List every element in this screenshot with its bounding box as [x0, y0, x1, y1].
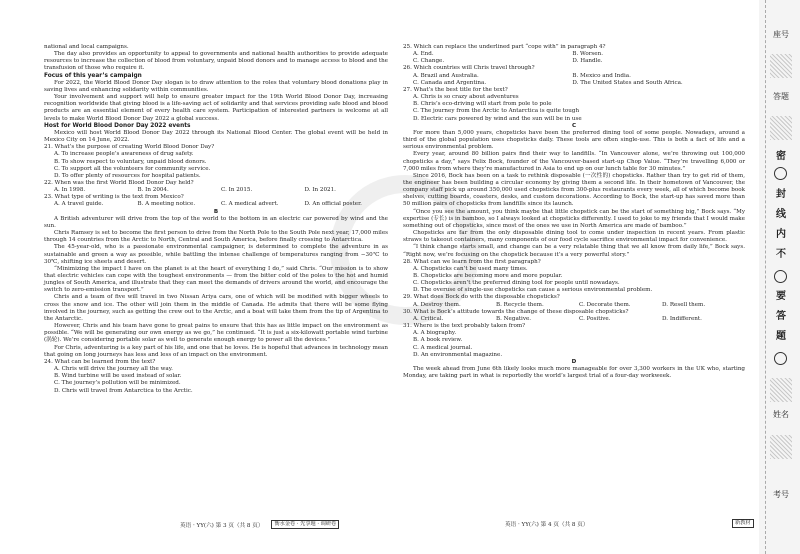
seal-char: 内 — [776, 229, 786, 240]
question-22: 22. When was the first World Blood Donor Day held? — [44, 179, 194, 186]
question-27: 27. What’s the best title for the text? — [403, 86, 508, 93]
seal-char: 题 — [776, 331, 786, 342]
options-row — [403, 302, 745, 309]
paragraph: Chris and a team of five will travel in two Nissan Ariya cars, one of which will be modified with bigger wheels to cross the snow and ice. The other will join them in the middle of Canada. He admits that there will be some flying involved in the journey, such as getting the crew out to the Arctic, and a boat will take them from the tip of Argentina to the Antarctic. — [44, 294, 388, 322]
right-footer — [505, 520, 588, 528]
paragraph: Your involvement and support will help to ensure greater impact for the 19th World Blood Donor Day, increasing recognition worldwide that giving blood is a life-saving act of solidarity and that services providing safe blood and blood products are an essential element of every health care system. Participation of interested partners is welcome at all levels to make World Blood Donor Day 2022 a global success. — [44, 94, 388, 122]
section-c-label: C — [571, 122, 577, 129]
option: D. To offer plenty of resources for hospital patients. — [54, 172, 201, 179]
option: A. Critical. — [413, 315, 444, 322]
paragraph: “Once you see the amount, you think maybe that little chopstick can be the start of something big,” Bock says. “My expertise (专长) is in bamboo, so I always looked at chopsticks differently. I used to joke to my friends that I would make something out of chopsticks, since most of the ones we use in North America are made of bamboo.” — [403, 208, 745, 229]
paragraph: The 45-year-old, who is a passionate environmental campaigner, is determined to complete the adventure in as sustainable and green a way as possible, while battling the intense challenge of temperatures ranging from −30℃ to 30℃, shifting ice sheets and desert. — [44, 244, 388, 265]
binding-hole-icon — [774, 352, 787, 365]
answer-label: 答题 — [773, 92, 789, 101]
option: D. An official poster. — [304, 201, 362, 208]
option: D. Handle. — [572, 58, 603, 65]
option: D. Chris will travel from Antarctica to the Arctic. — [54, 387, 193, 394]
options-row — [44, 201, 388, 208]
hatch-box — [770, 378, 792, 402]
option: B. In 2004. — [137, 187, 169, 194]
option: C. Decorate them. — [579, 301, 631, 308]
option: B. Chopsticks are becoming more and more popular. — [413, 273, 563, 279]
option: A. To increase people’s awareness of drug safety. — [54, 151, 194, 158]
intro-paragraph: The day also provides an opportunity to appeal to governments and national health authorities to provide adequate resources to increase the collection of blood from voluntary, unpaid blood donors and to manage access to blood and the transfusion of those who require it. — [44, 51, 388, 72]
options-row — [44, 187, 388, 194]
binding-hole-icon — [774, 270, 787, 283]
question-31: 31. Where is the text probably taken from? — [403, 323, 526, 330]
option: D. Electric cars powered by wind and the sun will be in use — [413, 115, 582, 122]
seal-char: 封 — [776, 189, 786, 200]
paragraph: However, Chris and his team have gone to great pains to ensure that this has as little impact on the environment as possible. “We will be generating our own energy as we go,” he continued. “It is just a six-kilowatt portable wind turbine (涡轮). We’re considering portable solar as well to generate enough energy to power all the devices.” — [44, 323, 388, 344]
paragraph: Since 2016, Bock has been on a task to rethink disposable (一次性的) chopsticks. Rather than try to get rid of them, the engineer has been building a circular economy by giving them a second life. In their hometown of Vancouver, the company staff pick up around 350,000 used chopsticks from 300-plus restaurants every week, all of which become book shelves, cutting boards, coasters, desks, and custom decorations. According to Bock, the start-up has saved more than 50 million pairs of chopsticks from landfills since its launch. — [403, 172, 745, 208]
paragraph: The week ahead from June 6th likely looks much more manageable for over 3,300 workers in the UK who, starting Monday, are taking part in what is reportedly the world’s largest trial of a four-day workweek. — [403, 366, 745, 380]
option: D. In 2021. — [304, 187, 336, 194]
option: A. Chris is so crazy about adventures — [413, 94, 519, 101]
option: A. Chopsticks can’t be used many times. — [413, 265, 528, 272]
seal-char: 答 — [776, 311, 786, 322]
left-column — [44, 44, 388, 395]
seal-char: 要 — [776, 291, 786, 302]
question-21: 21. What’s the purpose of creating World Blood Donor Day? — [44, 144, 215, 151]
question-23: 23. What type of writing is the text from Mexico? — [44, 194, 184, 201]
option: A. End. — [413, 51, 434, 58]
option: C. Canada and Argentina. — [413, 79, 487, 86]
option: C. Chopsticks aren’t the preferred dining tool for people until nowadays. — [413, 280, 620, 287]
question-29: 29. What does Bock do with the disposable chopsticks? — [403, 294, 560, 301]
option: C. Positive. — [579, 315, 611, 322]
option: A. In 1998. — [54, 187, 86, 194]
section-b-label: B — [213, 208, 219, 215]
options-row — [403, 73, 745, 80]
heading-campaign-focus: Focus of this year’s campaign — [44, 72, 142, 79]
option: A. Brazil and Australia. — [413, 72, 479, 79]
option: C. The journey’s pollution will be minimized. — [54, 380, 181, 387]
option: B. A book review. — [413, 337, 463, 344]
seal-char: 线 — [776, 209, 786, 220]
options-row — [403, 58, 745, 65]
option: C. In 2015. — [221, 187, 253, 194]
option: B. Negative. — [496, 315, 532, 322]
option: D. The overuse of single-use chopsticks can cause a serious environmental problem. — [413, 287, 653, 294]
hatch-box — [770, 116, 792, 140]
option: C. To support all the volunteers for community service. — [54, 165, 211, 172]
option: B. Recycle them. — [496, 301, 544, 308]
option: B. To show respect to voluntary, unpaid blood donors. — [54, 158, 207, 165]
paragraph: “I think change starts small, and change can be a very relatable thing that we all know from daily life,” Bock says. “Right now, we’re focusing on the chopstick because it’s a very powerful story.” — [403, 244, 745, 258]
series-badge: 衡水金卷 · 先享题 · 调研卷 — [271, 520, 339, 529]
question-24: 24. What can be learned from the text? — [44, 358, 156, 365]
option: B. Mexico and India. — [572, 72, 631, 79]
hatch-box — [770, 54, 792, 78]
option: C. A medical journal. — [413, 344, 473, 351]
page-number: 英语 · YY(六) 第 4 页（共 8 页） — [505, 522, 589, 528]
seal-char: 不 — [776, 249, 786, 260]
option: D. The United States and South Africa. — [572, 79, 683, 86]
page-number: 英语 · YY(六) 第 3 页（共 8 页） — [180, 522, 264, 529]
paragraph: Every year, around 80 billion pairs find their way to landfills. “In Vancouver alone, we’re throwing out 100,000 chopsticks a day,” says Felix Bock, founder of the Vancouver-based start-up Chop Value. “They’re travelling 6,000 or 7,000 miles from where they’re manufactured in Asia to end up on our lunch table for 30 minutes.” — [403, 151, 745, 172]
option: A. Chris will drive the journey all the way. — [54, 366, 173, 373]
binding-strip-labels — [768, 30, 794, 530]
paragraph: A British adventurer will drive from the top of the world to the bottom in an electric car powered by wind and the sun. — [44, 215, 388, 229]
paragraph: For more than 5,000 years, chopsticks have been the preferred dining tool of some people. Nowadays, around a third of the global population uses chopsticks daily. These tools are often single-use. This is both a fact of life and a serious environmental problem. — [403, 129, 745, 151]
option: A. A travel guide. — [54, 201, 104, 208]
seat-number-label: 座号 — [773, 30, 789, 39]
option: B. Chris’s eco-driving will start from pole to pole — [413, 101, 552, 108]
binding-hole-icon — [774, 167, 787, 180]
left-footer — [180, 520, 339, 529]
option: B. Wind turbine will be used instead of solar. — [54, 373, 182, 380]
option: C. Change. — [413, 58, 445, 65]
paragraph: Chopsticks are far from the only disposable dining tool to come under inspection in recent years. From plastic straws to takeout containers, many components of our food cycle sacrifice environmental impact for convenience. — [403, 230, 745, 244]
paragraph: For 2022, the World Blood Donor Day slogan is to draw attention to the roles that voluntary blood donations play in saving lives and enhancing solidarity within communities. — [44, 79, 388, 93]
question-30: 30. What is Bock’s attitude towards the change of these disposable chopsticks? — [403, 308, 629, 315]
paragraph: Chris Ramsey is set to become the first person to drive from the North Pole to the South Pole next year, 17,000 miles through 14 countries from the Arctic to North, Central and South America, before finally crossing to Antarctica. — [44, 230, 388, 244]
seal-dashed-line — [765, 0, 767, 554]
option: A. A biography. — [413, 330, 457, 337]
paragraph: “Minimizing the impact I have on the planet is at the heart of everything I do,” said Chris. “Our mission is to show that electric vehicles can cope with the toughest environments — from the bitter cold of the poles to the hot and humid jungles of South America, and illustrate that they can meet the demands of drivers around the world, and encourage the switch to zero-emission transport.” — [44, 265, 388, 294]
heading-host: Host for World Blood Donor Day 2022 events — [44, 122, 191, 129]
options-row — [403, 316, 745, 323]
seal-char: 密 — [776, 151, 786, 162]
paragraph: For Chris, adventuring is a key part of his life, and one that he loves. He is hopeful that advances in technology mean that going on long journeys has less and less of an impact on the environment. — [44, 344, 388, 358]
option: C. A medical advert. — [221, 201, 279, 208]
question-28: 28. What can we learn from the first paragraph? — [403, 258, 541, 265]
options-row — [403, 51, 745, 58]
option: B. Worsen. — [572, 51, 603, 58]
intro-line: national and local campaigns. — [44, 44, 129, 50]
exam-number-label: 考号 — [773, 490, 789, 499]
option: A. Destroy them. — [413, 301, 461, 308]
question-26: 26. Which countries will Chris travel through? — [403, 65, 535, 72]
question-25: 25. Which can replace the underlined part “cope with” in paragraph 4? — [403, 44, 606, 50]
option: C. The journey from the Arctic to Antarctica is quite tough — [413, 108, 580, 115]
option: D. An environmental magazine. — [413, 351, 503, 358]
section-d-label: D — [571, 358, 577, 365]
name-label: 姓名 — [773, 410, 789, 419]
hatch-box — [770, 435, 792, 459]
new-textbook-badge: 新教材 — [732, 519, 754, 528]
option: B. A meeting notice. — [137, 201, 196, 208]
option: D. Resell them. — [662, 301, 706, 308]
paragraph: Mexico will host World Blood Donor Day 2022 through its National Blood Center. The global event will be held in Mexico City on 14 June, 2022. — [44, 129, 388, 144]
option: D. Indifferent. — [662, 315, 702, 322]
options-row — [403, 80, 745, 87]
right-column — [403, 44, 745, 380]
